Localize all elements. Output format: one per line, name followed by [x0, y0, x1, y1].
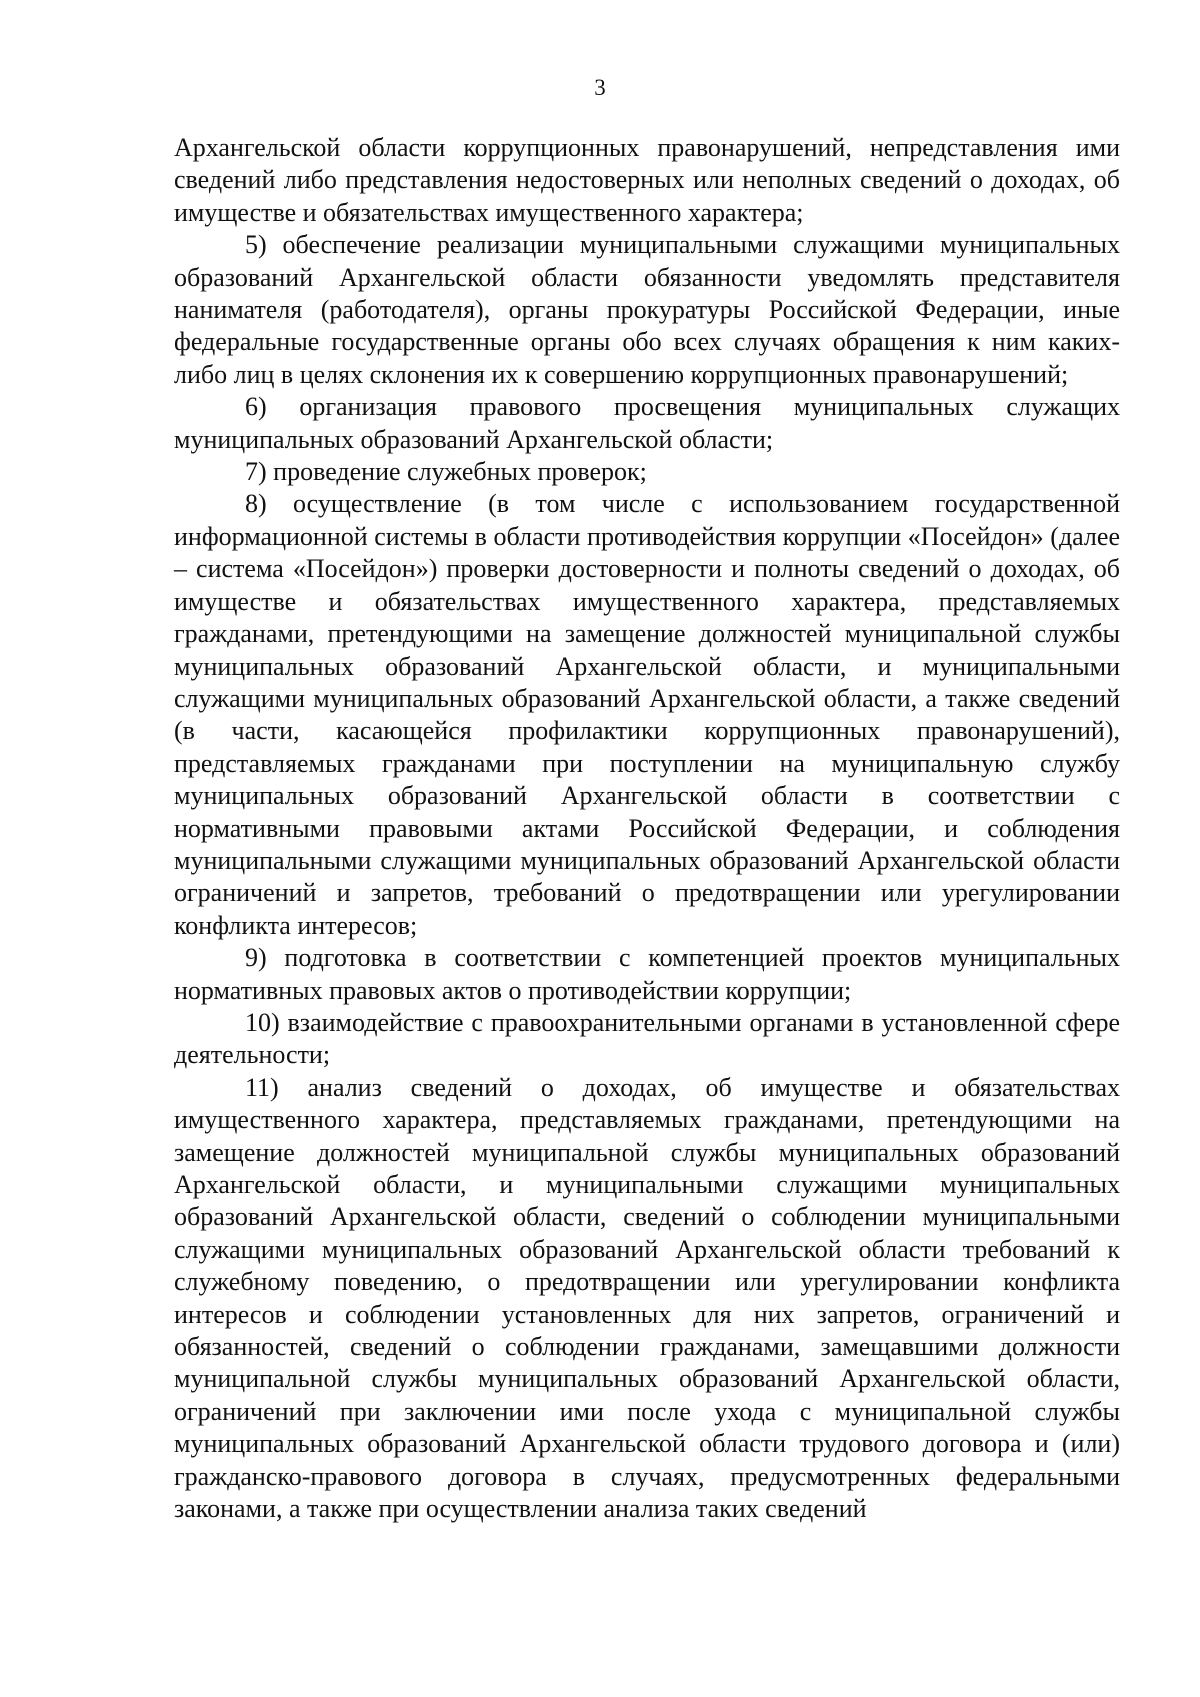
paragraph-item-7: 7) проведение служебных проверок;	[245, 457, 647, 487]
document-body	[174, 132, 1120, 1525]
paragraph-item-9: 9) подготовка в соответствии с компетенцией проектов муниципальных нормативных правовых актов о противодействии коррупции;	[174, 943, 1120, 1005]
page-number: 3	[594, 75, 606, 100]
paragraph-item-5: 5) обеспечение реализации муниципальными служащими муниципальных образований Архангельской области обязанности уведомлять представителя нанимателя (работодателя), органы прокуратуры Российской Федерации, иные федеральные государственные органы обо всех случаях обращения к ним каких-либо лиц в целях склонения их к совершению коррупционных правонарушений;	[174, 230, 1120, 389]
paragraph-item-6: 6) организация правового просвещения муниципальных служащих муниципальных образований Архангельской области;	[174, 392, 1120, 454]
paragraph-item-11: 11) анализ сведений о доходах, об имуществе и обязательствах имущественного характера, представляемых гражданами, претендующими на замещение должностей муниципальной службы муниципальных образований Архангельской области, и муниципальными служащими муниципальных образований Архангельской области, сведений о соблюдении муниципальными служащими муниципальных образований Архангельской области требований к служебному поведению, о предотвращении или урегулировании конфликта интересов и соблюдении установленных для них запретов, ограничений и обязанностей, сведений о соблюдении гражданами, замещавшими должности муниципальной службы муниципальных образований Архангельской области, ограничений при заключении ими после ухода с муниципальной службы муниципальных образований Архангельской области трудового договора и (или) гражданско-правового договора в случаях, предусмотренных федеральными законами, а также при осуществлении анализа таких сведений	[174, 1072, 1120, 1524]
paragraph-item-8: 8) осуществление (в том числе с использованием государственной информационной системы в области противодействия коррупции «Посейдон» (далее – система «Посейдон») проверки достоверности и полноты сведений о доходах, об имуществе и обязательствах имущественного характера, представляемых гражданами, претендующими на замещение должностей муниципальной службы муниципальных образований Архангельской области, и муниципальными служащими муниципальных образований Архангельской области, а также сведений (в части, касающейся профилактики коррупционных правонарушений), представляемых гражданами при поступлении на муниципальную службу муниципальных образований Архангельской области в соответствии с нормативными правовыми актами Российской Федерации, и соблюдения муниципальными служащими муниципальных образований Архангельской области ограничений и запретов, требований о предотвращении или урегулировании конфликта интересов;	[174, 489, 1120, 940]
paragraph-item-10: 10) взаимодействие с правоохранительными органами в установленной сфере деятельности;	[174, 1007, 1120, 1070]
paragraph-continuation: Архангельской области коррупционных правонарушений, непредставления ими сведений либо представления недостоверных или неполных сведений о доходах, об имуществе и обязательствах имущественного характера;	[174, 133, 1120, 227]
